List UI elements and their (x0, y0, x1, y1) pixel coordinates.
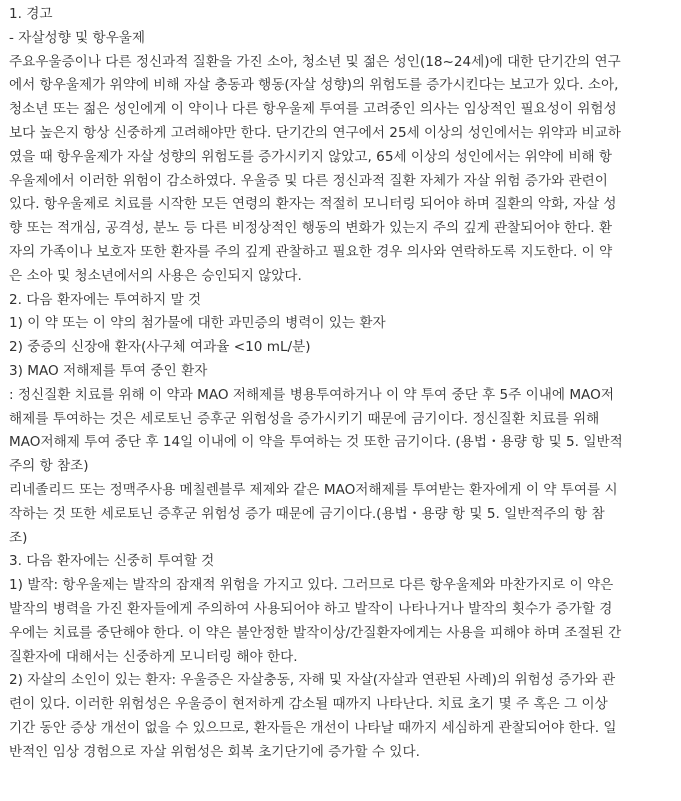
text-line: 우에는 치료를 중단해야 한다. 이 약은 불안정한 발작이상/간질환자에게는 사용을 피해야 하며 조절된 간 (9, 624, 622, 641)
text-line: 에서 항우울제가 위약에 비해 자살 충동과 행동(자살 성향)의 위험도를 증가시킨다는 보고가 있다. 소아, (9, 77, 619, 94)
text-line: 해제를 투여하는 것은 세로토닌 증후군 위험성을 증가시키기 때문에 금기이다. 정신질환 치료를 위해 (9, 410, 600, 427)
text-line: 조) (9, 529, 28, 546)
text-line: MAO저해제 투여 중단 후 14일 이내에 이 약을 투여하는 것 또한 금기이다. (용법・용량 항 및 5. 일반적 (9, 434, 623, 451)
list-item: 1) 이 약 또는 이 약의 첨가물에 대한 과민증의 병력이 있는 환자 (9, 315, 386, 332)
list-item: 1) 발작: 항우울제는 발작의 잠재적 위험을 가지고 있다. 그러므로 다른 항우울제와 마찬가지로 이 약은 (9, 577, 614, 594)
section-heading-warning: 1. 경고 (9, 6, 53, 22)
text-line: 향 또는 적개심, 공격성, 분노 등 다른 비정상적인 행동의 변화가 있는지 주의 깊게 관찰되어야 한다. 환 (9, 220, 613, 237)
text-line: 리네졸리드 또는 정맥주사용 메칠렌블루 제제와 같은 MAO저해제를 투여받는 환자에게 이 약 투여를 시 (9, 481, 618, 498)
text-line: 기간 동안 증상 개선이 없을 수 있으므로, 환자들은 개선이 나타날 때까지 세심하게 관찰되어야 한다. 일 (9, 719, 617, 736)
text-line: 련이 있다. 이러한 위험성은 우울증이 현저하게 감소될 때까지 나타난다. 치료 초기 몇 주 혹은 그 이상 (9, 696, 608, 713)
section-heading-contraindications: 2. 다음 환자에는 투여하지 말 것 (9, 291, 202, 308)
text-line: 주요우울증이나 다른 정신과적 질환을 가진 소아, 청소년 및 젊은 성인(18~24세)에 대한 단기간의 연구 (9, 53, 621, 70)
text-line: 우울제에서 이러한 위험이 감소하였다. 우울증 및 다른 정신과적 질환 자체가 자살 위험 증가와 관련이 (9, 172, 608, 189)
text-line: 발작의 병력을 가진 환자들에게 주의하여 사용되어야 하고 발작이 나타나거나 발작의 횟수가 증가할 경 (9, 600, 613, 617)
text-line: 은 소아 및 청소년에서의 사용은 승인되지 않았다. (9, 267, 302, 284)
text-line: 작하는 것 또한 세로토닌 증후군 위험성 증가 때문에 금기이다.(용법・용량 항 및 5. 일반적주의 항 참 (9, 505, 605, 522)
list-item: 3) MAO 저해제를 투여 중인 환자 (9, 362, 208, 379)
text-line: 반적인 임상 경험으로 자살 위험성은 회복 초기단기에 증가할 수 있다. (9, 743, 420, 760)
text-line: 였을 때 항우울제가 자살 성향의 위험도를 증가시키지 않았고, 65세 이상의 성인에서는 위약에 비해 항 (9, 148, 613, 165)
list-item: 2) 자살의 소인이 있는 환자: 우울증은 자살충동, 자해 및 자살(자살과 연관된 사례)의 위험성 증가와 관 (9, 672, 616, 689)
text-line: 주의 항 참조) (9, 458, 89, 475)
list-item: 2) 중증의 신장애 환자(사구체 여과율 <10 mL/분) (9, 339, 311, 356)
text-line: 보다 높은지 항상 신중하게 고려해야만 한다. 단기간의 연구에서 25세 이상의 성인에서는 위약과 비교하 (9, 124, 621, 141)
text-line: 질환자에 대해서는 신중하게 모니터링 해야 한다. (9, 648, 298, 665)
text-line: 있다. 항우울제로 치료를 시작한 모든 연령의 환자는 적절히 모니터링 되어야 하며 질환의 악화, 자살 성 (9, 196, 617, 213)
text-line: 청소년 또는 젊은 성인에게 이 약이나 다른 항우울제 투여를 고려중인 의사는 임상적인 필요성이 위험성 (9, 101, 617, 118)
section-heading-precautions: 3. 다음 환자에는 신중히 투여할 것 (9, 553, 215, 570)
text-line: 자의 가족이나 보호자 또한 환자를 주의 깊게 관찰하고 필요한 경우 의사와 연락하도록 지도한다. 이 약 (9, 243, 613, 260)
subsection-heading-suicidality: - 자살성향 및 항우울제 (9, 29, 146, 46)
text-line: : 정신질환 치료를 위해 이 약과 MAO 저해제를 병용투여하거나 이 약 투여 중단 후 5주 이내에 MAO저 (9, 386, 614, 403)
